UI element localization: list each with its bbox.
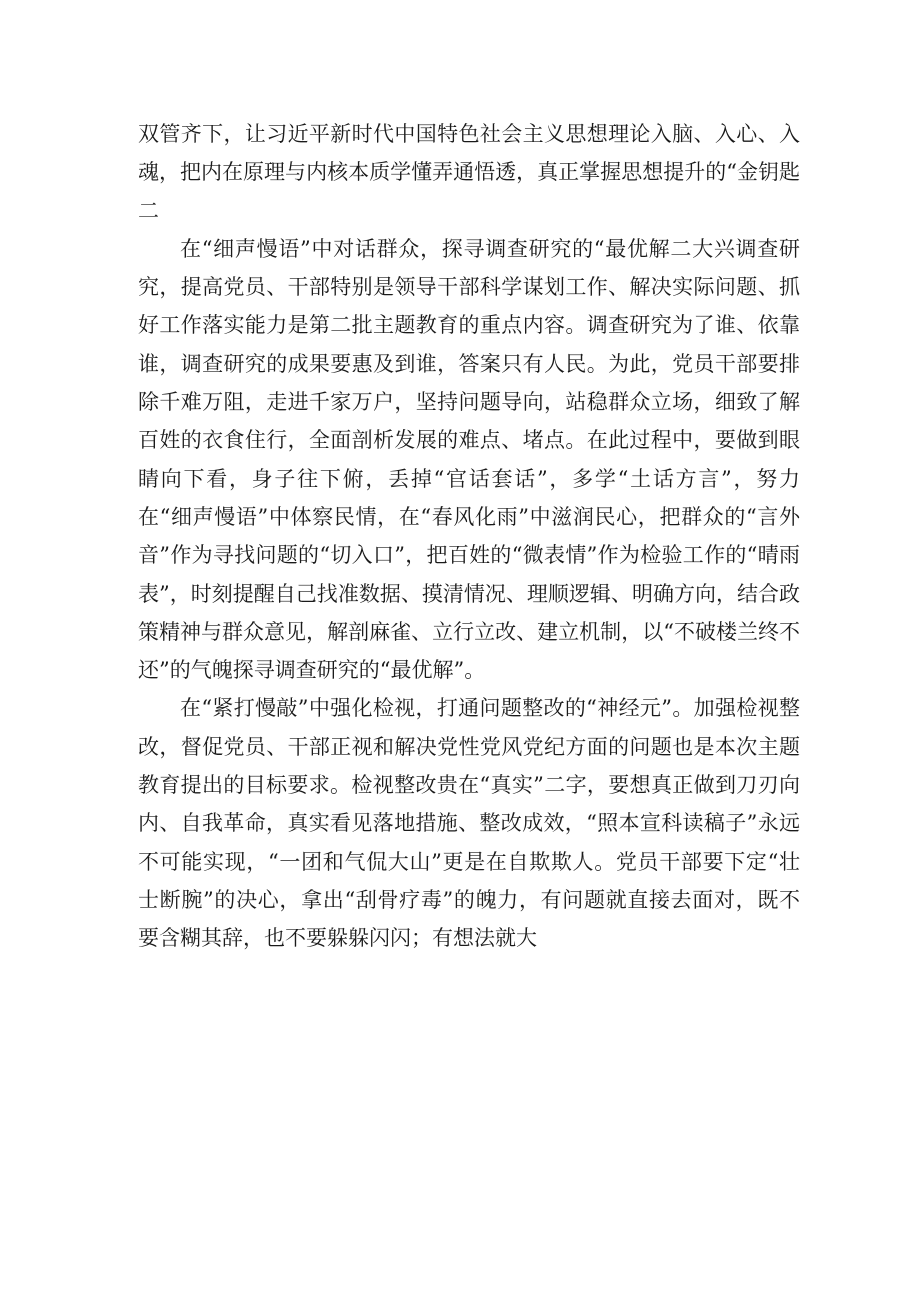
paragraph-continuation: 双管齐下，让习近平新时代中国特色社会主义思想理论入脑、入心、入魂，把内在原理与内核本质学懂弄通悟透，真正掌握思想提升的“金钥匙二 xyxy=(138,122,800,223)
paragraph-rectification: 在“紧打慢敲”中强化检视，打通问题整改的“神经元”。加强检视整改，督促党员、干部正视和解决党性党风党纪方面的问题也是本次主题教育提出的目标要求。检视整改贵在“真实”二字，要想真正做到刀刃向内、自我革命，真实看见落地措施、整改成效，“照本宣科读稿子”永远不可能实现，“一团和气侃大山”更是在自欺欺人。党员干部要下定“壮士断腕”的决心，拿出“刮骨疗毒”的魄力，有问题就直接去面对，既不要含糊其辞，也不要躲躲闪闪；有想法就大 xyxy=(138,696,800,951)
paragraph-research: 在“细声慢语”中对话群众，探寻调查研究的“最优解二大兴调查研究，提高党员、干部特别是领导干部科学谋划工作、解决实际问题、抓好工作落实能力是第二批主题教育的重点内容。调查研究为了谁、依靠谁，调查研究的成果要惠及到谁，答案只有人民。为此，党员干部要排除千难万阻，走进千家万户，坚持问题导向，站稳群众立场，细致了解百姓的衣食住行，全面剖析发展的难点、堵点。在此过程中，要做到眼睛向下看，身子往下俯，丢掉“官话套话”，多学“土话方言”，努力在“细声慢语”中体察民情，在“春风化雨”中滋润民心，把群众的“言外音”作为寻找问题的“切入口”，把百姓的“微表情”作为检验工作的“晴雨表”，时刻提醒自己找准数据、摸清情况、理顺逻辑、明确方向，结合政策精神与群众意见，解剖麻雀、立行立改、建立机制，以“不破楼兰终不还”的气魄探寻调查研究的“最优解”。 xyxy=(138,236,800,683)
document-body xyxy=(138,115,800,958)
